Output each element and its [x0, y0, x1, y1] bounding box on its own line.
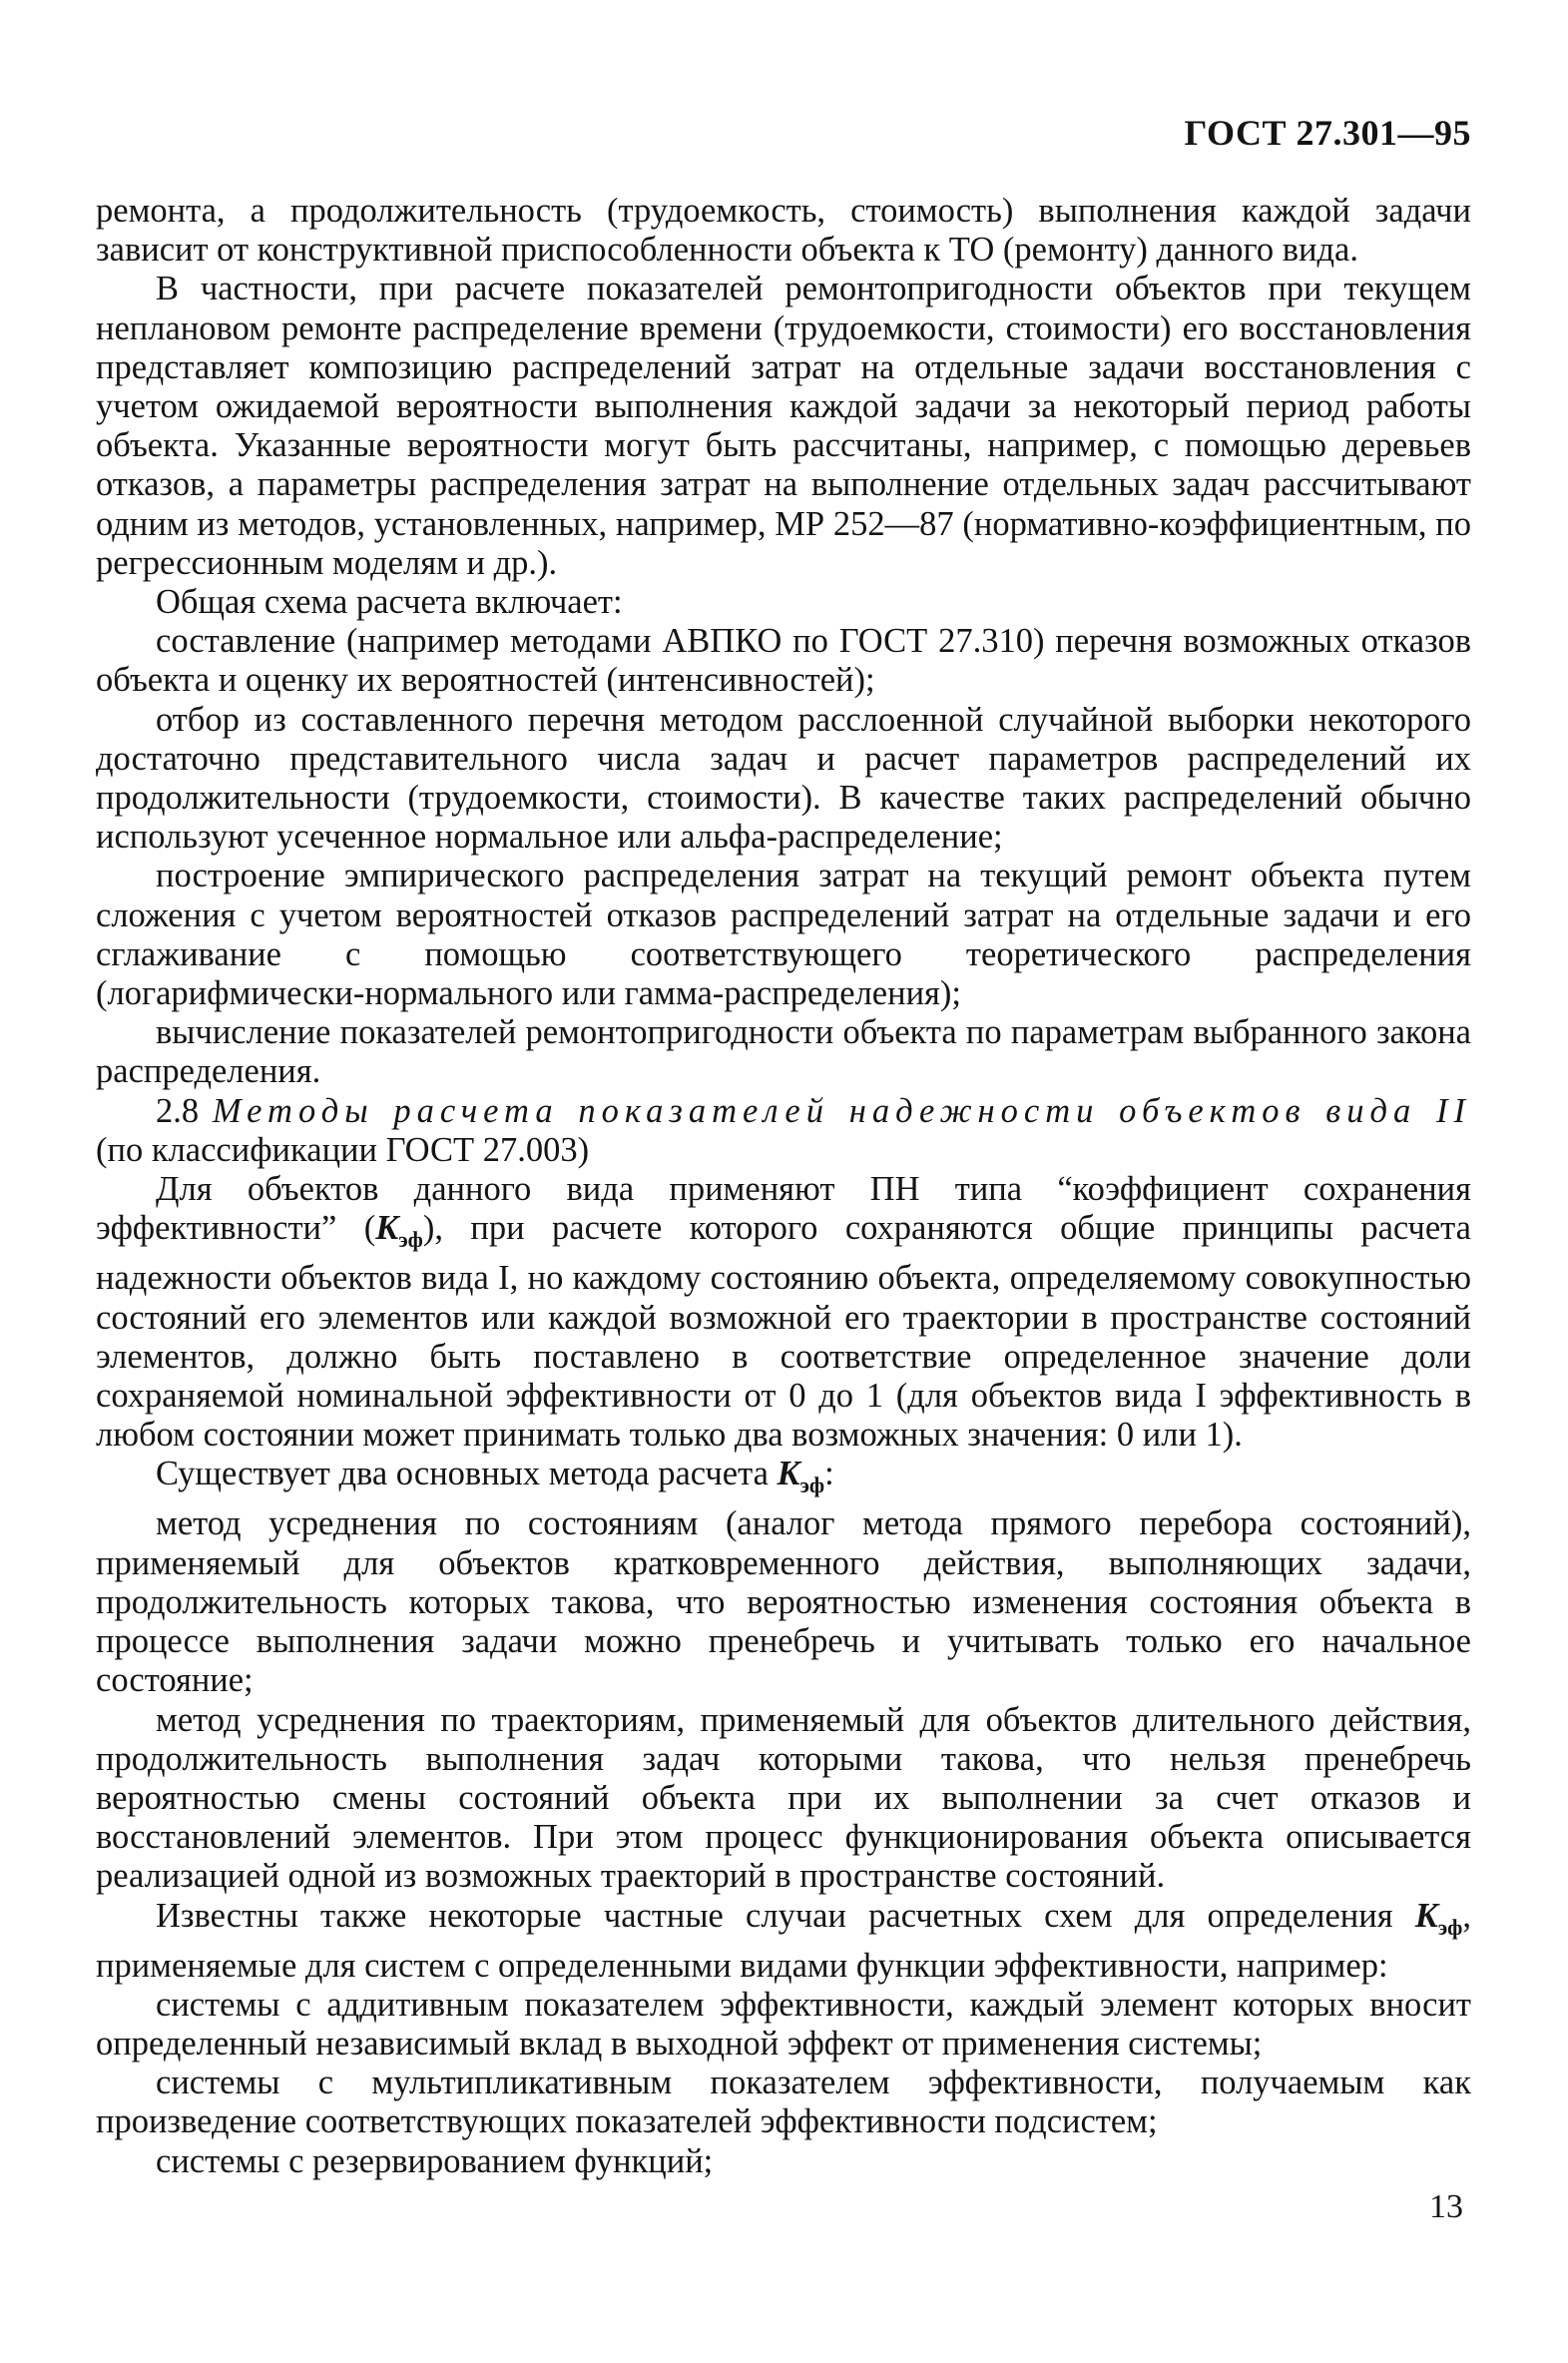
efficiency-coefficient-symbol	[1414, 1896, 1463, 1940]
paragraph-text: ), при расчете которого сохраняются общие принципы расчета надежности объектов вида I, но каждому состоянию объекта, определяемому совокупностью состояний его элементов или каждой возможной его траектории в пространстве состояний элементов, должно быть поставлено в соответствие определенное значение доли сохраняемой номинальной эффективности от 0 до 1 (для объектов вида I эффективность в любом состоянии может принимать только два возможных значения: 0 или 1).	[96, 1209, 1471, 1455]
symbol-letter: K	[777, 1455, 800, 1493]
list-item-multiplicative-systems: системы с мультипликативным показателем эффективности, получаемым как произведение соответствующих показателей эффективности подсистем;	[96, 2064, 1471, 2141]
efficiency-coefficient-symbol	[375, 1209, 423, 1253]
paragraph-text: :	[824, 1455, 834, 1493]
section-number: 2.8	[156, 1091, 200, 1130]
section-heading-2-8	[96, 1092, 1471, 1170]
list-item-failure-list: составление (например методами АВПКО по ГОСТ 27.310) перечня возможных отказов объекта и оценку их вероятностей (интенсивностей);	[96, 622, 1471, 700]
document-page	[96, 0, 1471, 2363]
symbol-subscript: эф	[398, 1227, 423, 1253]
efficiency-coefficient-symbol	[777, 1455, 825, 1498]
symbol-letter: K	[375, 1209, 399, 1248]
paragraph-special-cases	[96, 1897, 1471, 1986]
paragraph-text: , применяемые для систем с определенными видами функции эффективности, например:	[96, 1896, 1471, 1985]
list-item-additive-systems: системы с аддитивным показателем эффективности, каждый элемент которых вносит определенный независимый вклад в выходной эффект от применения системы;	[96, 1985, 1471, 2064]
symbol-letter: K	[1414, 1896, 1438, 1935]
list-item-state-averaging: метод усреднения по состояниям (аналог метода прямого перебора состояний), применяемый для объектов кратковременного действия, выполняющих задачи, продолжительность которых такова, что вероятностью изменения состояния объекта в процессе выполнения задачи можно пренебречь и учитывать только его начальное состояние;	[96, 1504, 1471, 1700]
section-title: Методы расчета показателей надежности объектов вида II	[212, 1091, 1471, 1130]
symbol-subscript: эф	[1437, 1914, 1463, 1940]
section-title-tail: (по классификации ГОСТ 27.003)	[96, 1130, 590, 1169]
paragraph-text: Для объектов данного вида применяют ПН типа “коэффициент сохранения эффективности” (	[96, 1170, 1471, 1248]
page-number: 13	[1429, 2188, 1463, 2225]
list-item-function-redundancy: системы с резервированием функций;	[156, 2141, 714, 2180]
list-item-indicator-computation: вычисление показателей ремонтопригодности объекта по параметрам выбранного закона распределения.	[96, 1013, 1471, 1091]
paragraph-two-methods	[96, 1455, 1471, 1504]
paragraph-general-scheme: Общая схема расчета включает:	[156, 583, 623, 622]
paragraph-efficiency-coefficient	[96, 1170, 1471, 1455]
paragraph-continuation: ремонта, а продолжительность (трудоемкость, стоимость) выполнения каждой задачи зависит от конструктивной приспособленности объекта к ТО (ремонту) данного вида.	[96, 192, 1471, 270]
list-item-empirical-distribution: построение эмпирического распределения затрат на текущий ремонт объекта путем сложения с учетом вероятностей отказов распределений затрат на отдельные задачи и его сглаживание с помощью соответствующего теоретического распределения (логарифмически-нормального или гамма-распределения);	[96, 857, 1471, 1013]
paragraph-text: Известны также некоторые частные случаи расчетных схем для определения	[156, 1896, 1393, 1935]
list-item-sampling: отбор из составленного перечня методом расслоенной случайной выборки некоторого достаточно представительного числа задач и расчет параметров распределений их продолжительности (трудоемкости, стоимости). В качестве таких распределений обычно используют усеченное нормальное или альфа-распределение;	[96, 700, 1471, 857]
document-body	[96, 192, 1471, 2181]
document-header: ГОСТ 27.301—95	[1184, 113, 1471, 153]
paragraph-text: Существует два основных метода расчета	[156, 1455, 769, 1493]
symbol-subscript: эф	[799, 1473, 825, 1498]
list-item-trajectory-averaging: метод усреднения по траекториям, применяемый для объектов длительного действия, продолжительность выполнения задач которыми такова, что нельзя пренебречь вероятностью смены состояний объекта при их выполнении за счет отказов и восстановлений элементов. При этом процесс функционирования объекта описывается реализацией одной из возможных траекторий в пространстве состояний.	[96, 1700, 1471, 1896]
paragraph-maintainability-calculation: В частности, при расчете показателей ремонтопригодности объектов при текущем неплановом ремонте распределение времени (трудоемкости, стоимости) его восстановления представляет композицию распределений затрат на отдельные задачи восстановления с учетом ожидаемой вероятности выполнения каждой задачи за некоторый период работы объекта. Указанные вероятности могут быть рассчитаны, например, с помощью деревьев отказов, а параметры распределения затрат на выполнение отдельных задач рассчитывают одним из методов, установленных, например, МР 252—87 (нормативно-коэффициентным, по регрессионным моделям и др.).	[96, 270, 1471, 582]
